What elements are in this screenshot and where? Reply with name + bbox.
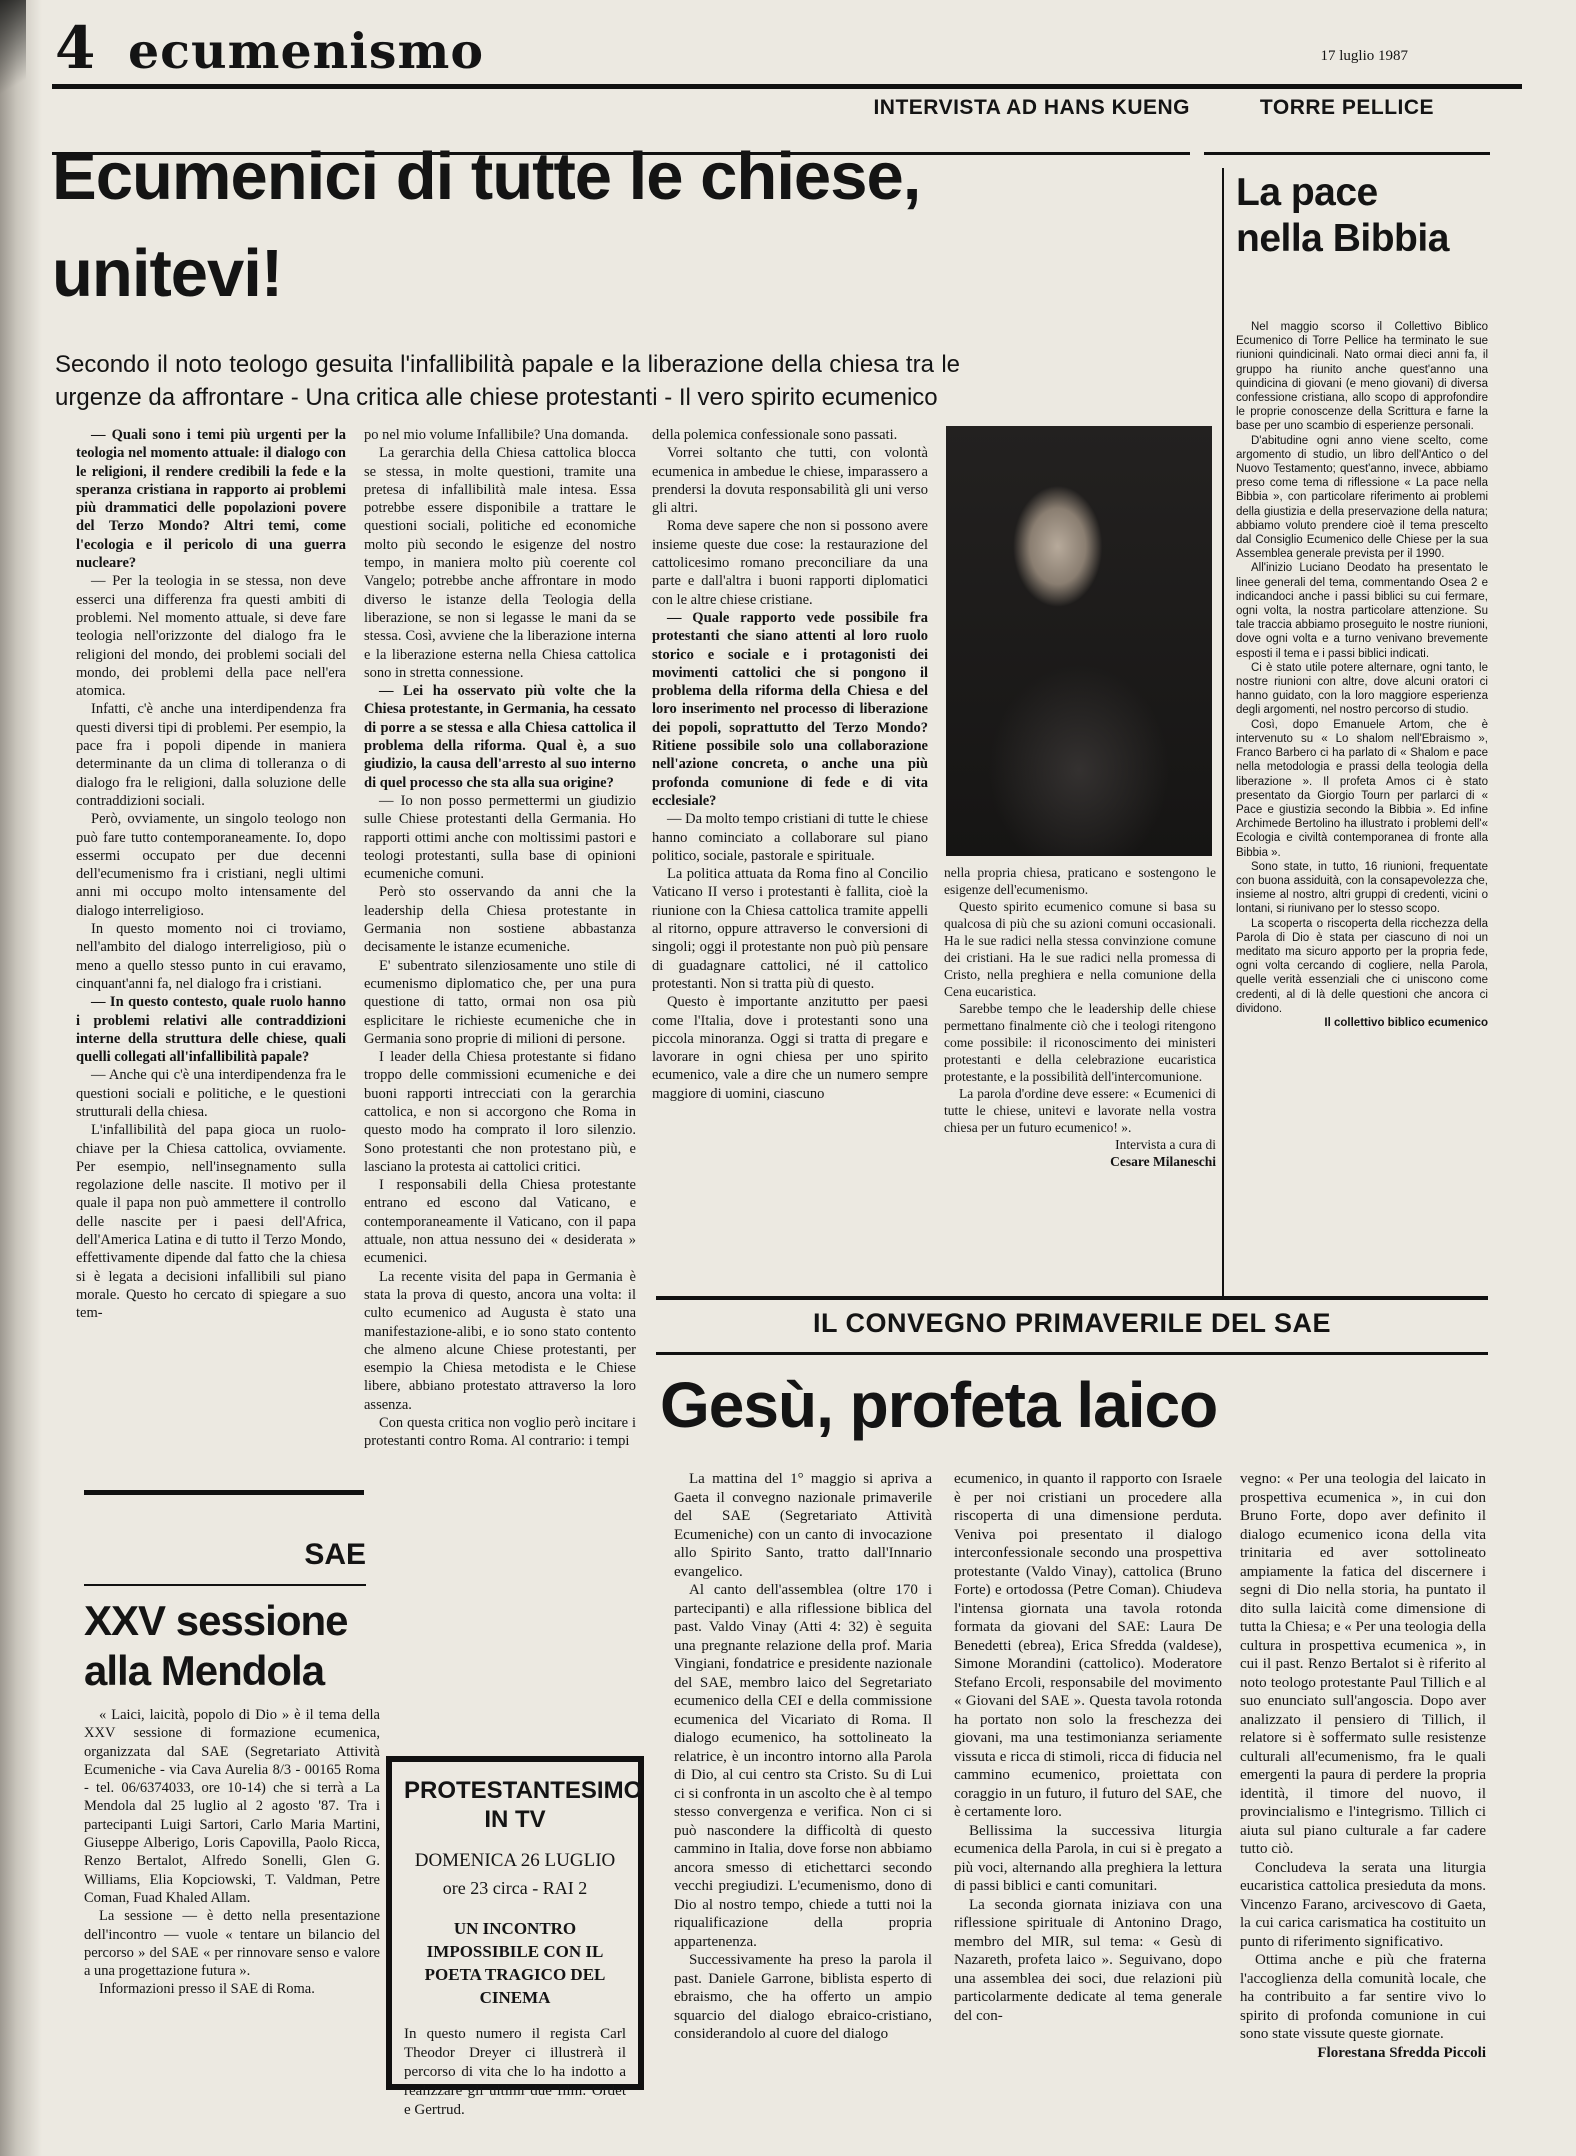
tv-box-time: ore 23 circa - RAI 2 bbox=[442, 1878, 588, 1898]
paragraph: Però sto osservando da anni che la leadership della Chiesa protestante in Germania non sostiene abbastanza decisamente le istanze ecumeniche. bbox=[364, 884, 636, 956]
tv-box-title-line1: PROTESTANTESIMO bbox=[404, 1777, 643, 1804]
paragraph: Concludeva la serata una liturgia eucaristica cattolica presieduta da mons. Vincenzo Farano, arcivescovo di Gaeta, la cui carica carismatica ha costituito un punto di riferimento significativo. bbox=[1240, 1859, 1486, 1950]
paragraph: Sono state, in tutto, 16 riunioni, frequentate con buona assiduità, con la consapevolezza che, insieme al nostro, altri gruppi di credenti, vicini o lontani, si riunivano per lo stesso scopo. bbox=[1236, 860, 1488, 916]
interview-column-1 bbox=[76, 426, 346, 1488]
paragraph: La seconda giornata iniziava con una riflessione spirituale di Antonino Drago, membro del MIR, sul tema: « Gesù di Nazareth, profeta laico ». Seguivano, dopo una assemblea dei soci, due relazioni più particolarmente dedicate al tema generale del con- bbox=[954, 1896, 1222, 2024]
paragraph: nella propria chiesa, praticano e sostengono le esigenze dell'ecumenismo. bbox=[944, 865, 1216, 897]
paragraph: La parola d'ordine deve essere: « Ecumenici di tutte le chiese, unitevi e lavorate nella vostra chiesa per un futuro ecumenico! ». bbox=[944, 1086, 1216, 1135]
paragraph: — Per la teologia in se stessa, non deve esserci una differenza fra questi ambiti di problemi. Nel momento attuale, si deve fare teologia nell'orizzonte del dialogo fra le religioni del mondo, dei problemi sociali del mondo, dei problemi della pace nell'era atomica. bbox=[76, 573, 346, 700]
paragraph: — Lei ha osservato più volte che la Chiesa protestante, in Germania, ha cessato di porre a se stessa e alla Chiesa cattolica il problema della riforma. Qual è, a suo giudizio, la causa dell'arresto al suo interno di quel processo che sta alla sua origine? bbox=[364, 683, 636, 791]
paragraph: Cesare Milaneschi bbox=[1110, 1154, 1216, 1169]
paragraph: All'inizio Luciano Deodato ha presentato le linee generali del tema, commentando Osea 2 e indicandoci anche i passi biblici su cui fermare, ogni volta, la nostra particolare attenzione. Su tale traccia abbiamo proseguito le nostre riunioni, dove ogni volta e a turno venivano brevemente esposti il tema e i passi biblici indicati. bbox=[1236, 562, 1488, 660]
paragraph: vegno: « Per una teologia del laicato in prospettiva ecumenica », in cui don Bruno Forte, dopo aver definito il dialogo ecumenico icona della vita trinitaria ed aver sottolineato ampiamente la fatica del discernere i segni di Dio nella storia, ha puntato il dito sulla laicità come dimensione di tutta la Chiesa; e « Per una teologia della cultura in prospettiva ecumenica », in cui il past. Renzo Bertalot si è riferito al noto teologo protestante Paul Tillich e al suo enunciato sull'angoscia. Dopo aver analizzato il pensiero di Tillich, il relatore si è soffermato sulle resistenze culturali all'ecumenismo, fra le quali emergenti la paura di perdere la propria identità, il timore del nuovo, il provincialismo e l'integrismo. Tillich ci aiuta sul piano culturale a far cadere tutto ciò. bbox=[1240, 1471, 1486, 1857]
paragraph: Ottima anche e più che fraterna l'accoglienza della comunità locale, che ha contribuito a far sentire vivo lo spirito di profonda comunione in cui sono state vissute queste giornate. bbox=[1240, 1952, 1486, 2042]
paragraph: — Da molto tempo cristiani di tutte le chiese hanno cominciato a collaborare sul piano politico, sociale, pastorale e spirituale. bbox=[652, 811, 928, 864]
gesu-column-c bbox=[1240, 1470, 1486, 2150]
page-number: 4 bbox=[55, 14, 96, 82]
pace-body bbox=[1236, 320, 1488, 1305]
paragraph: Ci è stato utile potere alternare, ogni tanto, le nostre riunioni con altre, dove alcuni oratori ci hanno guidato, con la loro maggiore esperienza degli argomenti, nel nostro percorso di studio. bbox=[1236, 661, 1488, 717]
scan-corner-mark bbox=[0, 0, 26, 120]
paragraph: In questo momento noi ci troviamo, nell'ambito del dialogo interreligioso, più o meno a quello stesso punto in cui eravamo, cinquant'anni fa, nel dialogo fra i cristiani. bbox=[76, 921, 346, 992]
paragraph: La gerarchia della Chiesa cattolica blocca se stessa, in molte questioni, tramite una pretesa di infallibilità male intesa. Essa potrebbe essere disponibile a trattare le questioni sociali, politiche ed economiche molto più secondo le esigenze del nostro tempo, in maniera molto più coerente col Vangelo; potrebbe anche affrontare in modo diverso le istanze della Teologia della liberazione, se non si legasse le mani da se stessa. Così, avviene che la liberazione interna e la liberazione esterna nella Chiesa cattolica sono in stretta connessione. bbox=[364, 445, 636, 681]
tv-box-date: DOMENICA 26 LUGLIO bbox=[414, 1850, 616, 1871]
interview-column-3 bbox=[652, 426, 928, 1310]
xxv-headline-line2: alla Mendola bbox=[84, 1647, 325, 1694]
pace-kicker-rule bbox=[1204, 152, 1490, 155]
convegno-band-title: IL CONVEGNO PRIMAVERILE DEL SAE bbox=[812, 1308, 1332, 1338]
pace-title-line2: nella Bibbia bbox=[1236, 217, 1449, 260]
section-title: ecumenismo bbox=[128, 22, 485, 80]
paragraph: della polemica confessionale sono passati. bbox=[652, 427, 898, 443]
paragraph: Così, dopo Emanuele Artom, che è intervenuto su « Lo shalom nell'Ebraismo », Franco Barbero ci ha parlato di « Shalom e pace nella metodologia e prassi della teologia della liberazione ». Il profeta Amos ci è stato presentato da Giorgio Tourn per parlarci di « Pace e giustizia secondo la Bibbia ». Ed infine Archimede Bertolino ha illustrato i problemi dell'« Ecologia e civiltà contemporanea di fronte alla Bibbia ». bbox=[1236, 718, 1488, 859]
pace-kicker: TORRE PELLICE bbox=[1259, 96, 1435, 119]
headline-line1: Ecumenici di tutte le chiese, bbox=[52, 139, 921, 214]
gesu-column-a bbox=[674, 1470, 932, 2150]
paragraph: I responsabili della Chiesa protestante entrano ed escono dal Vaticano, e contemporaneamente il Vaticano, con il papa attuale, non attua nessuno dei « desiderata » ecumenici. bbox=[364, 1177, 636, 1267]
paragraph: Al canto dell'assemblea (oltre 170 i partecipanti) e alla riflessione biblica del past. Valdo Vinay (Atti 4: 32) è seguita una pregnante relazione della prof. Maria Vingiani, fondatrice e presidente nazionale del SAE, membro laico del Segretariato ecumenico della CEI e della commissione ecumenica del Vicariato di Roma. Il dialogo ecumenico, ha sottolineato la relatrice, è un incontro intorno alla Parola di Dio, al cui centro sta Cristo. Su di Lui ci si confronta in un ascolto che è al tempo stesso convergenza e verifica. Non ci si può nascondere la difficoltà di questo cammino in Italia, dove forse non abbiamo ancora smesso di etichettarci secondo vecchi pregiudizi. L'ecumenismo, dono di Dio al nostro tempo, chiede a tutti noi la riqualificazione della propria appartenenza. bbox=[674, 1582, 932, 1950]
hans-kueng-photo bbox=[946, 426, 1212, 856]
paragraph: Sarebbe tempo che le leadership delle chiese permettano finalmente ciò che i teologi ritengono come possibile: il riconoscimento dei ministeri protestanti e della celebrazione eucaristica protestante, e la possibilità dell'intercomunione. bbox=[944, 1001, 1216, 1084]
xxv-body bbox=[84, 1706, 380, 2126]
interview-column-2 bbox=[364, 426, 636, 1742]
paragraph: — Quale rapporto vede possibile fra protestanti che siano attenti al loro ruolo storico e sociale e i protagonisti dei movimenti cattolici che si pongono il problema della riforma della Chiesa e del loro inserimento nel processo di liberazione dei popoli, soprattutto del Terzo Mondo? Ritiene possibile solo una collaborazione nell'azione concreta, o anche una più profonda comunione di fede e di vita ecclesiale? bbox=[652, 609, 928, 809]
paragraph: E' subentrato silenziosamente uno stile di ecumenismo diplomatico che, per una pura questione di tatto, ormai non osa più esplicitare le richieste ecumeniche che in Germania sono proprie di milioni di persone. bbox=[364, 957, 636, 1047]
gesu-headline: Gesù, profeta laico bbox=[660, 1369, 1218, 1441]
paragraph: Florestana Sfredda Piccoli bbox=[1317, 2044, 1486, 2061]
main-headline bbox=[52, 128, 1082, 322]
paragraph: — In questo contesto, quale ruolo hanno i problemi relativi alle contraddizioni interne della struttura delle chiese, quali quelli collegati all'infallibilità papale? bbox=[76, 994, 346, 1066]
paragraph: I leader della Chiesa protestante si fidano troppo delle commissioni ecumeniche e dei buoni rapporti intrecciati con la gerarchia cattolica, e non si accorgono che Roma in questo modo ha comprato il loro silenzio. Sono protestanti che non protestano più, e lasciano la protesta ai cattolici critici. bbox=[364, 1049, 636, 1175]
paragraph: Roma deve sapere che non si possono avere insieme queste due cose: la restaurazione del cattolicesimo romano preconciliare da una parte e dall'altra i buoni rapporti diplomatici con le altre chiese cristiane. bbox=[652, 518, 928, 608]
paragraph: D'abitudine ogni anno viene scelto, come argomento di studio, un libro dell'Antico o del Nuovo Testamento; quest'anno, invece, abbiamo preso come tema di riflessione « La pace nella Bibbia », con particolare riferimento ai problemi della giustizia e della preservazione della natura; abbiamo voluto prendere cioè il tema prescelto dal Consiglio Ecumenico delle Chiese per la sua Assemblea generale prevista per il 1990. bbox=[1236, 434, 1488, 561]
paragraph: La scoperta o riscoperta della ricchezza della Parola di Dio è stata per ciascuno di noi un meditato ma sicuro apporto per la propria fede, ogni volta cercando di cogliere, nella Parola, quelle verità essenziali che ci uniscono come credenti, al di là delle questioni che ancora ci dividono. bbox=[1236, 917, 1488, 1015]
tv-box-subtitle: UN INCONTRO IMPOSSIBILE CON IL POETA TRAGICO DEL CINEMA bbox=[424, 1919, 606, 2007]
tv-box-body: In questo numero il regista Carl Theodor Dreyer ci illustrerà il percorso di vita che lo ha indotto a realizzare gli ultimi due film: Ordet e Gertrud. bbox=[404, 2026, 626, 2118]
paragraph: Con questa critica non voglio però incitare i protestanti contro Roma. Al contrario: i tempi bbox=[364, 1415, 636, 1450]
interview-column-4 bbox=[944, 864, 1216, 1316]
page-date: 17 luglio 1987 bbox=[1320, 48, 1408, 64]
tv-program-box bbox=[386, 1756, 644, 2118]
paragraph: ecumenico, in quanto il rapporto con Israele è per noi cristiani un procedere alla riscoperta di una dimensione perduta. Veniva poi presentato il dialogo interconfessionale secondo una prospettiva protestante (Valdo Vinay), cattolica (Bruno Forte) e ortodossa (Petre Coman). Chiudeva l'intensa giornata una tavola rotonda formata da giovani del SAE: Laura De Benedetti (ebrea), Erica Sfredda (valdese), Simone Morandini (cattolico). Moderatore Stefano Ercoli, responsabile del movimento « Giovani del SAE ». Questa tavola rotonda ha portato non solo la freschezza dei giovani, ma una testimonianza seriamente vissuta e ricca di stimoli, ricca di fiducia nel cammino ecumenico, proiettata con coraggio in un futuro, il futuro del SAE, che è certamente loro. bbox=[954, 1471, 1222, 1820]
pace-title-line1: La pace bbox=[1236, 171, 1378, 214]
paragraph: L'infallibilità del papa gioca un ruolo-chiave per la Chiesa cattolica, ovviamente. Per esempio, nell'insegnamento sulla regolazione delle nascite. Il motivo per il quale il papa non può ammettere il controllo delle nascite per i paesi dell'Africa, dell'America Latina e di tutto il Terzo Mondo, effettivamente dipende dal fatto che la chiesa si è legata a decisioni infallibili sul piano morale. Questo ho cercato di spiegare a suo tem- bbox=[76, 1122, 346, 1322]
paragraph: « Laici, laicità, popolo di Dio » è il tema della XXV sessione di formazione ecumenica, organizzata dal SAE (Segretariato Attività Ecumeniche - via Cava Aurelia 8/3 - 00165 Roma - tel. 06/6374033, ore 10-14) che si terrà a La Mendola dal 25 luglio al 2 agosto '87. Tra i partecipanti Luigi Sartori, Carlo Maria Martini, Giuseppe Alberigo, Loris Capovilla, Paolo Ricca, Renzo Bertalot, Alfredo Sonelli, Glen G. Williams, Elia Kopciowski, T. Valdman, Petre Coman, Fuad Khaled Allam. bbox=[84, 1707, 380, 1906]
interview-kicker: INTERVISTA AD HANS KUENG bbox=[873, 96, 1190, 119]
band-bottom-rule bbox=[656, 1352, 1488, 1355]
masthead-rule bbox=[52, 84, 1522, 89]
paragraph: — Quali sono i temi più urgenti per la teologia nel momento attuale: il dialogo con le religioni, il rendere credibili la fede e la speranza cristiana in rapporto ai problemi più drammatici delle popolazioni povere del Terzo Mondo? Altri temi, come l'ecologia e il pericolo di una guerra nucleare? bbox=[76, 427, 346, 572]
paragraph: Nel maggio scorso il Collettivo Biblico Ecumenico di Torre Pellice ha terminato le sue riunioni quindicinali. Nato ormai dieci anni fa, il gruppo ha riunito anche quest'anno una quindicina di giovani (e meno giovani) di diversa confessione cristiana, allo scopo di approfondire le proprie conoscenze della Scrittura e farne la base per uno scambio di esperienze personali. bbox=[1236, 321, 1488, 433]
paragraph: Questo spirito ecumenico comune si basa su qualcosa di più che su azioni comuni occasionali. Ha le sue radici nella stessa convinzione comune dei cristiani. Ha le sue radici nella promessa di Cristo, nella preghiera e nella comunione della Cena eucaristica. bbox=[944, 899, 1216, 999]
pace-title bbox=[1236, 170, 1496, 262]
paragraph: Infatti, c'è anche una interdipendenza fra questi diversi tipi di problemi. Per esempio, la pace fra i popoli dipende in maniera determinante da un clima di tolleranza o di dialogo fra le religioni, dalla soluzione delle contraddizioni sociali. bbox=[76, 701, 346, 809]
sae-label: SAE bbox=[304, 1538, 366, 1571]
paragraph: — Io non posso permettermi un giudizio sulle Chiese protestanti della Germania. Ho rapporti ottimi anche con moltissimi pastori e teologi protestanti, sulla base di opinioni ecumeniche comuni. bbox=[364, 792, 636, 883]
column-divider-rule bbox=[1222, 168, 1224, 1298]
paragraph: po nel mio volume Infallibile? Una domanda. bbox=[364, 427, 629, 443]
headline-line2: unitevi! bbox=[52, 236, 283, 311]
paragraph: Bellissima la successiva liturgia ecumenica della Parola, in cui si è pregato a più voci, alternando alla preghiera la lettura di passi biblici e canti comunitari. bbox=[954, 1822, 1222, 1894]
paragraph: Intervista a cura di bbox=[1115, 1137, 1216, 1152]
band-top-rule bbox=[656, 1296, 1488, 1300]
scan-edge-artifact bbox=[0, 0, 42, 2156]
paragraph: Vorrei soltanto che tutti, con volontà ecumenica in ambedue le chiese, imparassero a prendersi la dovuta responsabilità gli uni verso gli altri. bbox=[652, 445, 928, 517]
sae-top-rule bbox=[84, 1490, 364, 1495]
xxv-headline-line1: XXV sessione bbox=[84, 1597, 348, 1644]
paragraph: Successivamente ha preso la parola il past. Daniele Garrone, biblista esperto di ebraismo, che ha offerto un ampio squarcio del dialogo ebraico-cristiano, considerandolo al cuore del dialogo bbox=[674, 1952, 932, 2042]
tv-box-title bbox=[404, 1776, 643, 1834]
gesu-column-b bbox=[954, 1470, 1222, 2150]
sae-under-rule bbox=[84, 1584, 366, 1586]
tv-box-title-line2: IN TV bbox=[484, 1806, 546, 1833]
paragraph: La recente visita del papa in Germania è stata la prova di questo, ancora una volta: il culto ecumenico ad Augusta è stato una manifestazione-alibi, e io sono stato contento che almeno alcune Chiese protestanti, per esempio la Chiesa metodista e le Chiese libere, abbiano protestato attraverso la loro assenza. bbox=[364, 1268, 636, 1413]
paragraph: La politica attuata da Roma fino al Concilio Vaticano II verso i protestanti è fallita, cioè la riunione con la Chiesa cattolica tramite appelli al ritorno, oppure attraverso le conversioni di singoli; oggi il protestante non può più pensare di guadagnare cattolici, né il cattolico protestanti. Non si tratta più di questo. bbox=[652, 866, 928, 992]
xxv-headline bbox=[84, 1596, 384, 1696]
paragraph: Questo è importante anzitutto per paesi come l'Italia, dove i protestanti sono una piccola minoranza. Oggi si tratta di pregare e lavorare in ogni chiesa per uno spirito ecumenico, vale a dire che un numero sempre maggiore di uomini, ciascuno bbox=[652, 994, 928, 1102]
paragraph: Informazioni presso il SAE di Roma. bbox=[99, 1981, 315, 1998]
paragraph: Il collettivo biblico ecumenico bbox=[1324, 1016, 1488, 1029]
paragraph: La sessione — è detto nella presentazione dell'incontro — vuole « tentare un bilancio del percorso » del SAE « per rinnovare senso e valore a una progettazione futura ». bbox=[84, 1908, 380, 1980]
subhead: Secondo il noto teologo gesuita l'infallibilità papale e la liberazione della chiesa tra le urgenze da affrontare - Una critica alle chiese protestanti - Il vero spirito ecumenico bbox=[55, 351, 960, 411]
paragraph: La mattina del 1° maggio si apriva a Gaeta il convegno nazionale primaverile del SAE (Segretariato Attività Ecumeniche) con un canto di invocazione allo Spirito Santo, tratto dall'Innario evangelico. bbox=[674, 1471, 932, 1580]
paragraph: — Anche qui c'è una interdipendenza fra le questioni sociali e politiche, e le questioni strutturali della chiesa. bbox=[76, 1067, 346, 1120]
paragraph: Però, ovviamente, un singolo teologo non può fare tutto contemporaneamente. Io, dopo essermi occupato per due decenni dell'ecumenismo fra i cristiani, negli ultimi anni mi occupo molto intensamente del dialogo interreligioso. bbox=[76, 811, 346, 919]
